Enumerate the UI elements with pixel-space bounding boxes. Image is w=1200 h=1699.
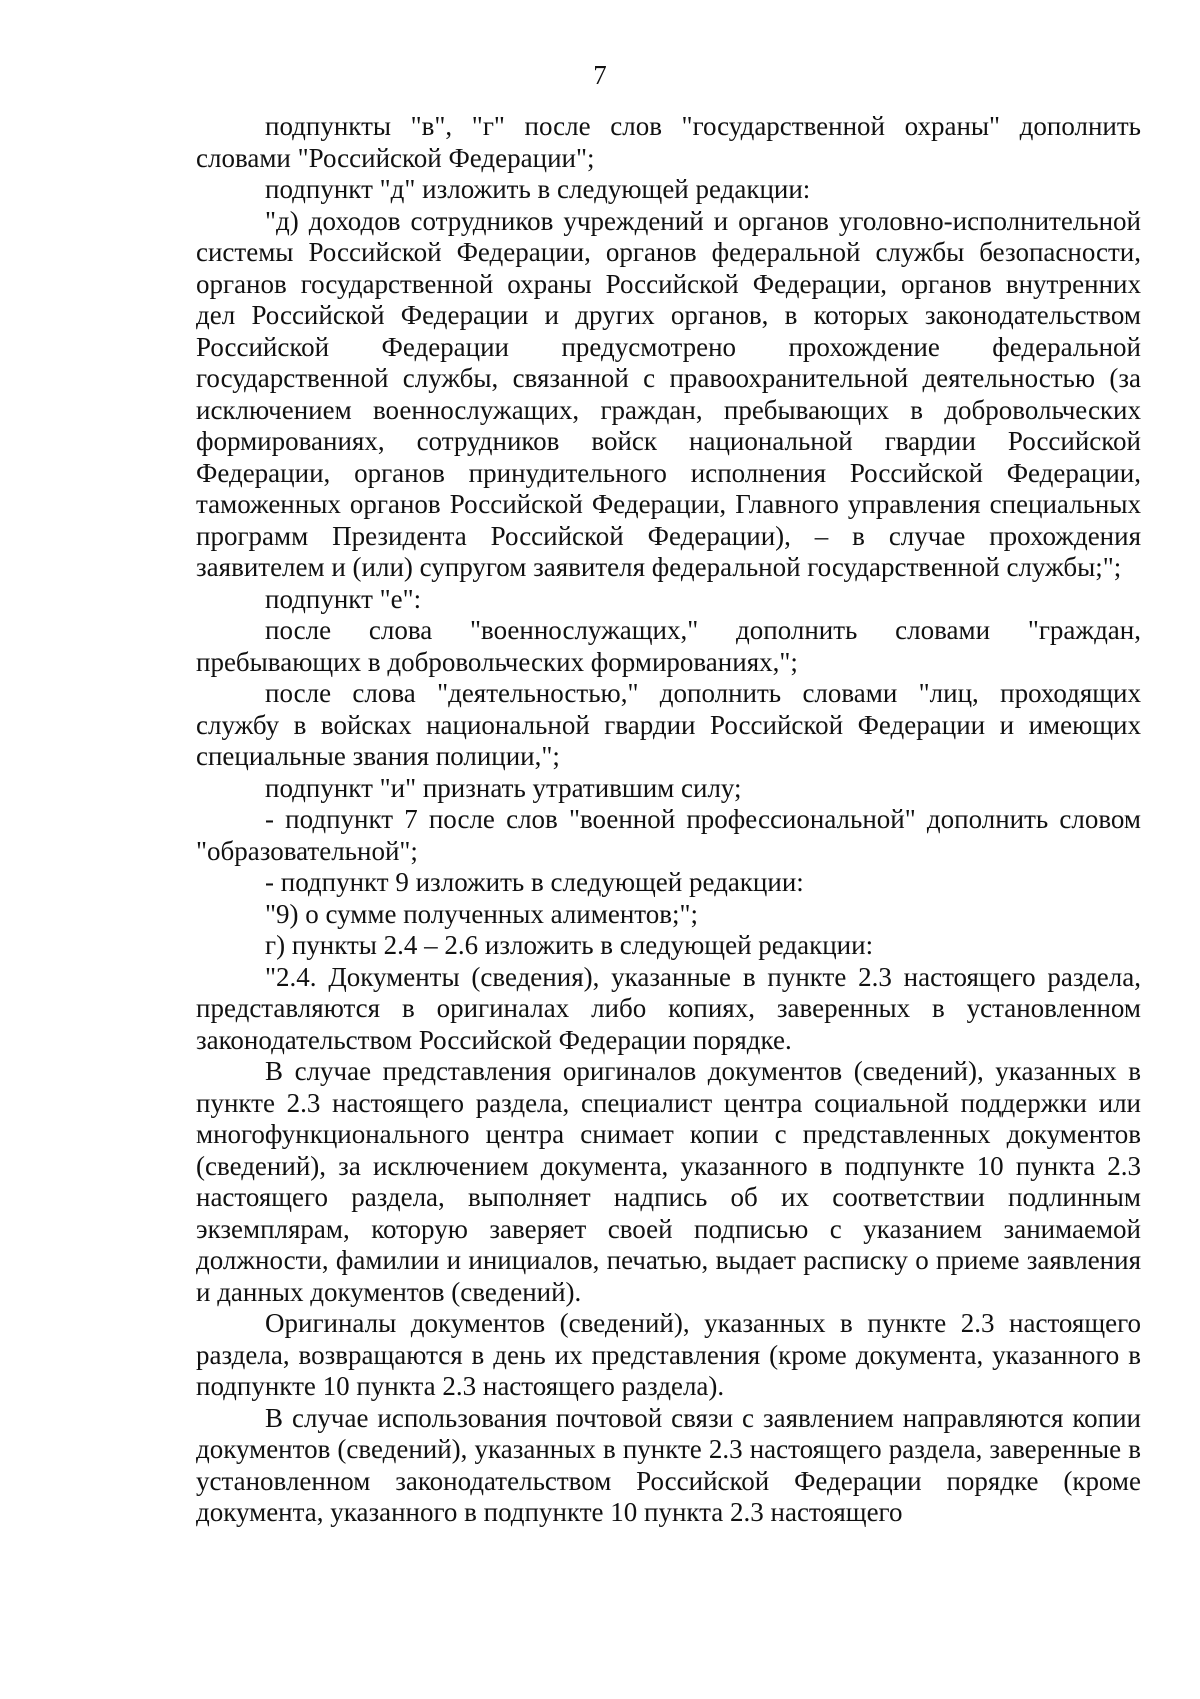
paragraph: Оригиналы документов (сведений), указанных в пункте 2.3 настоящего раздела, возвращаются в день их представления (кроме документа, указанного в подпункте 10 пункта 2.3 настоящего раздела). xyxy=(196,1308,1141,1401)
paragraph: В случае использования почтовой связи с заявлением направляются копии документов (сведений), указанных в пункте 2.3 настоящего раздела, заверенные в установленном законодательством Российской Федерации порядке (кроме документа, указанного в подпункте 10 пункта 2.3 настоящего xyxy=(196,1402,1141,1527)
paragraph: подпункты "в", "г" после слов "государственной охраны" дополнить словами "Российской Федерации"; xyxy=(196,111,1141,173)
paragraph: "2.4. Документы (сведения), указанные в пункте 2.3 настоящего раздела, представляются в оригиналах либо копиях, заверенных в установленном законодательством Российской Федерации порядке. xyxy=(196,961,1141,1055)
page-number: 7 xyxy=(593,60,607,90)
document-body xyxy=(196,111,1141,1529)
paragraph: "д) доходов сотрудников учреждений и органов уголовно-исполнительной системы Российской Федерации, органов федеральной службы безопасности, органов государственной охраны Российской Федерации, органов внутренних дел Российской Федерации и других органов, в которых законодательством Российской Федерации предусмотрено прохождение федеральной государственной службы, связанной с правоохранительной деятельностью (за исключением военнослужащих, граждан, пребывающих в добровольческих формированиях, сотрудников войск национальной гвардии Российской Федерации, органов принудительного исполнения Российской Федерации, таможенных органов Российской Федерации, Главного управления специальных программ Президента Российской Федерации), – в случае прохождения заявителем и (или) супругом заявителя федеральной государственной службы;"; xyxy=(196,205,1141,582)
paragraph: подпункт "д" изложить в следующей редакции: xyxy=(265,174,811,204)
paragraph: - подпункт 9 изложить в следующей редакции: xyxy=(265,867,804,897)
paragraph: г) пункты 2.4 – 2.6 изложить в следующей редакции: xyxy=(265,930,874,960)
paragraph: - подпункт 7 после слов "военной профессиональной" дополнить словом "образовательной"; xyxy=(196,804,1141,866)
paragraph: подпункт "и" признать утратившим силу; xyxy=(265,772,742,803)
paragraph: после слова "военнослужащих," дополнить словами "граждан, пребывающих в добровольческих формированиях,"; xyxy=(196,615,1141,677)
paragraph: В случае представления оригиналов документов (сведений), указанных в пункте 2.3 настоящего раздела, специалист центра социальной поддержки или многофункционального центра снимает копии с представленных документов (сведений), за исключением документа, указанного в подпункте 10 пункта 2.3 настоящего раздела, выполняет надпись об их соответствии подлинным экземплярам, которую заверяет своей подписью с указанием занимаемой должности, фамилии и инициалов, печатью, выдает расписку о приеме заявления и данных документов (сведений). xyxy=(196,1056,1141,1307)
paragraph: "9) о сумме полученных алиментов;"; xyxy=(265,898,698,929)
paragraph: после слова "деятельностью," дополнить словами "лиц, проходящих службу в войсках национальной гвардии Российской Федерации и имеющих специальные звания полиции,"; xyxy=(196,678,1141,771)
paragraph: подпункт "е": xyxy=(265,583,422,614)
